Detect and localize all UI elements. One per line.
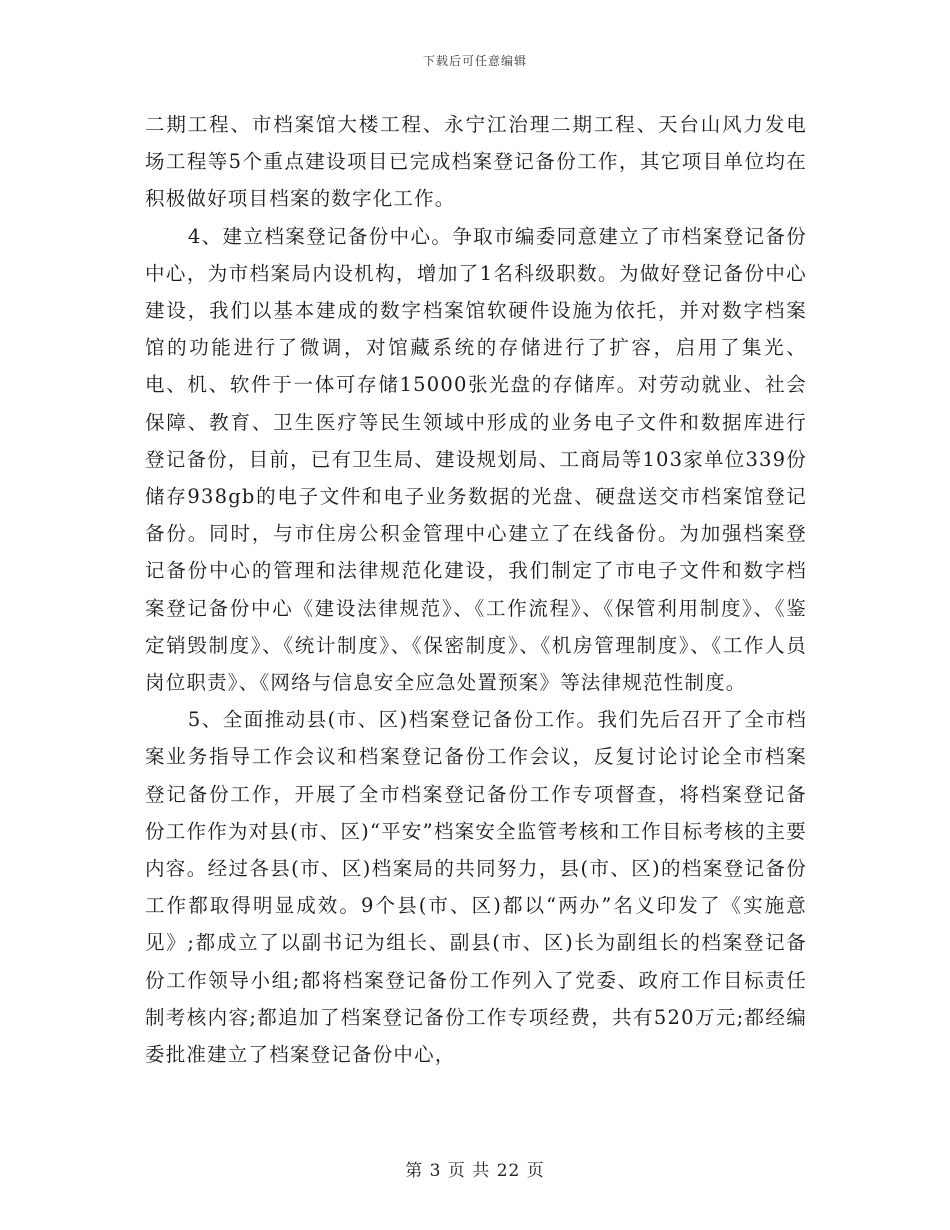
page-header-note: 下载后可任意编辑 <box>422 54 527 68</box>
document-body <box>145 106 807 1073</box>
paragraph-section-4: 4、建立档案登记备份中心。争取市编委同意建立了市档案登记备份中心，为市档案局内设机构，增加了1名科级职数。为做好登记备份中心建设，我们以基本建成的数字档案馆软硬件设施为依托，并对数字档案馆的功能进行了微调，对馆藏系统的存储进行了扩容，启用了集光、电、机、软件于一体可存储15000张光盘的存储库。对劳动就业、社会保障、教育、卫生医疗等民生领域中形成的业务电子文件和数据库进行登记备份，目前，已有卫生局、建设规划局、工商局等103家单位339份储存938gb的电子文件和电子业务数据的光盘、硬盘送交市档案馆登记备份。同时，与市住房公积金管理中心建立了在线备份。为加强档案登记备份中心的管理和法律规范化建设，我们制定了市电子文件和数字档案登记备份中心《建设法律规范》、《工作流程》、《保管利用制度》、《鉴定销毁制度》、《统计制度》、《保密制度》、《机房管理制度》、《工作人员岗位职责》、《网络与信息安全应急处置预案》等法律规范性制度。 <box>145 224 807 695</box>
page-number-footer: 第 3 页 共 22 页 <box>405 1161 545 1181</box>
paragraph-continuation: 二期工程、市档案馆大楼工程、永宁江治理二期工程、天台山风力发电场工程等5个重点建设项目已完成档案登记备份工作，其它项目单位均在积极做好项目档案的数字化工作。 <box>145 113 807 211</box>
paragraph-section-5: 5、全面推动县(市、区)档案登记备份工作。我们先后召开了全市档案业务指导工作会议和档案登记备份工作会议，反复讨论讨论全市档案登记备份工作，开展了全市档案登记备份工作专项督查，将档案登记备份工作作为对县(市、区)“平安”档案安全监管考核和工作目标考核的主要内容。经过各县(市、区)档案局的共同努力，县(市、区)的档案登记备份工作都取得明显成效。9个县(市、区)都以“两办”名义印发了《实施意见》;都成立了以副书记为组长、副县(市、区)长为副组长的档案登记备份工作领导小组;都将档案登记备份工作列入了党委、政府工作目标责任制考核内容;都追加了档案登记备份工作专项经费，共有520万元;都经编委批准建立了档案登记备份中心， <box>145 708 807 1067</box>
